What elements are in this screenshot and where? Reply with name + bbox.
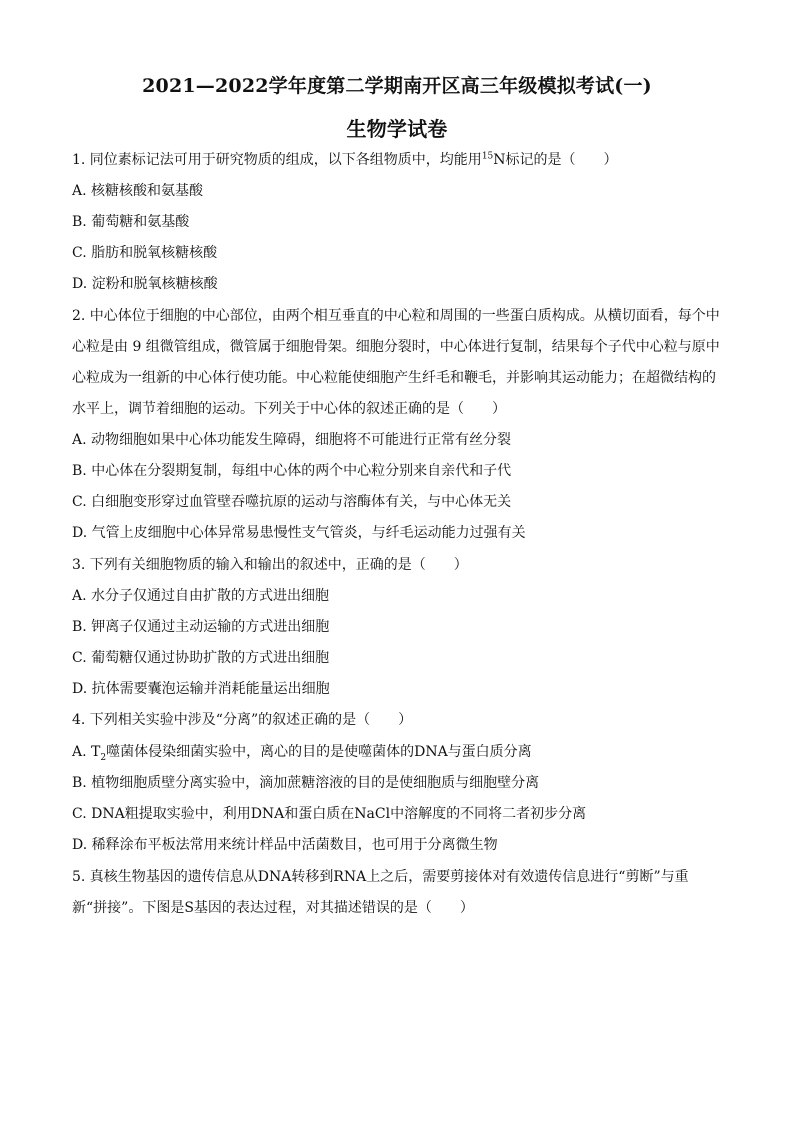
q3-option-a: A. 水分子仅通过自由扩散的方式进出细胞 xyxy=(72,588,330,604)
q2-stem-line-2: 心粒是由 9 组微管组成，微管属于细胞骨架。细胞分裂时，中心体进行复制，结果每个子代中心粒与原中 xyxy=(72,339,720,355)
q2-stem-line-3: 心粒成为一组新的中心体行使功能。中心粒能使细胞产生纤毛和鞭毛，并影响其运动能力；在超微结构的 xyxy=(72,370,716,386)
q4-option-c: C. DNA粗提取实验中，利用DNA和蛋白质在NaCl中溶解度的不同将二者初步分离 xyxy=(72,806,587,822)
q1-stem-tail: N标记的是（ ） xyxy=(493,152,618,168)
q3-option-b: B. 钾离子仅通过主动运输的方式进出细胞 xyxy=(72,619,330,635)
q2-option-d: D. 气管上皮细胞中心体异常易患慢性支气管炎，与纤毛运动能力过强有关 xyxy=(72,525,526,541)
q4-option-a-prefix: A. T xyxy=(72,744,101,760)
q4-option-a xyxy=(72,742,732,762)
q2-option-b: B. 中心体在分裂期复制，每组中心体的两个中心粒分别来自亲代和子代 xyxy=(72,463,512,479)
q4-option-d: D. 稀释涂布平板法常用来统计样品中活菌数目，也可用于分离微生物 xyxy=(72,837,498,853)
q3-option-c: C. 葡萄糖仅通过协助扩散的方式进出细胞 xyxy=(72,650,330,666)
q4-option-b: B. 植物细胞质壁分离实验中，滴加蔗糖溶液的目的是使细胞质与细胞壁分离 xyxy=(72,775,540,791)
q2-stem-line-1: 2. 中心体位于细胞的中心部位，由两个相互垂直的中心粒和周围的一些蛋白质构成。从横切面看，每个中 xyxy=(72,308,720,324)
q3-option-d: D. 抗体需要囊泡运输并消耗能量运出细胞 xyxy=(72,681,330,697)
q2-stem-line-4: 水平上，调节着细胞的运动。下列关于中心体的叙述正确的是（ ） xyxy=(72,401,506,417)
q1-option-c: C. 脂肪和脱氧核糖核酸 xyxy=(72,245,218,261)
question-3-stem: 3. 下列有关细胞物质的输入和输出的叙述中，正确的是（ ） xyxy=(72,557,468,573)
question-4-stem: 4. 下列相关实验中涉及“分离”的叙述正确的是（ ） xyxy=(72,712,413,728)
q5-stem-line-2: 新“拼接”。下图是S基因的表达过程，对其描述错误的是（ ） xyxy=(72,900,474,916)
q4-phage-subscript: 2 xyxy=(100,752,107,763)
q1-option-a: A. 核糖核酸和氨基酸 xyxy=(72,183,204,199)
q2-option-c: C. 白细胞变形穿过血管壁吞噬抗原的运动与溶酶体有关，与中心体无关 xyxy=(72,494,512,510)
q1-isotope-superscript: 15 xyxy=(481,151,494,162)
q1-option-d: D. 淀粉和脱氧核糖核酸 xyxy=(72,276,218,292)
q5-stem-line-1: 5. 真核生物基因的遗传信息从DNA转移到RNA上之后，需要剪接体对有效遗传信息进行“剪断”与重 xyxy=(72,869,689,885)
exam-title: 2021—2022学年度第二学期南开区高三年级模拟考试(一) xyxy=(142,75,652,97)
q1-option-b: B. 葡萄糖和氨基酸 xyxy=(72,214,190,230)
q4-option-a-text: 噬菌体侵染细菌实验中，离心的目的是使噬菌体的DNA与蛋白质分离 xyxy=(106,744,532,760)
q2-option-a: A. 动物细胞如果中心体功能发生障碍，细胞将不可能进行正常有丝分裂 xyxy=(72,432,512,448)
exam-subtitle: 生物学试卷 xyxy=(346,117,448,141)
question-1-stem xyxy=(72,150,732,170)
q1-stem-text: 1. 同位素标记法可用于研究物质的组成，以下各组物质中，均能用 xyxy=(72,152,482,168)
